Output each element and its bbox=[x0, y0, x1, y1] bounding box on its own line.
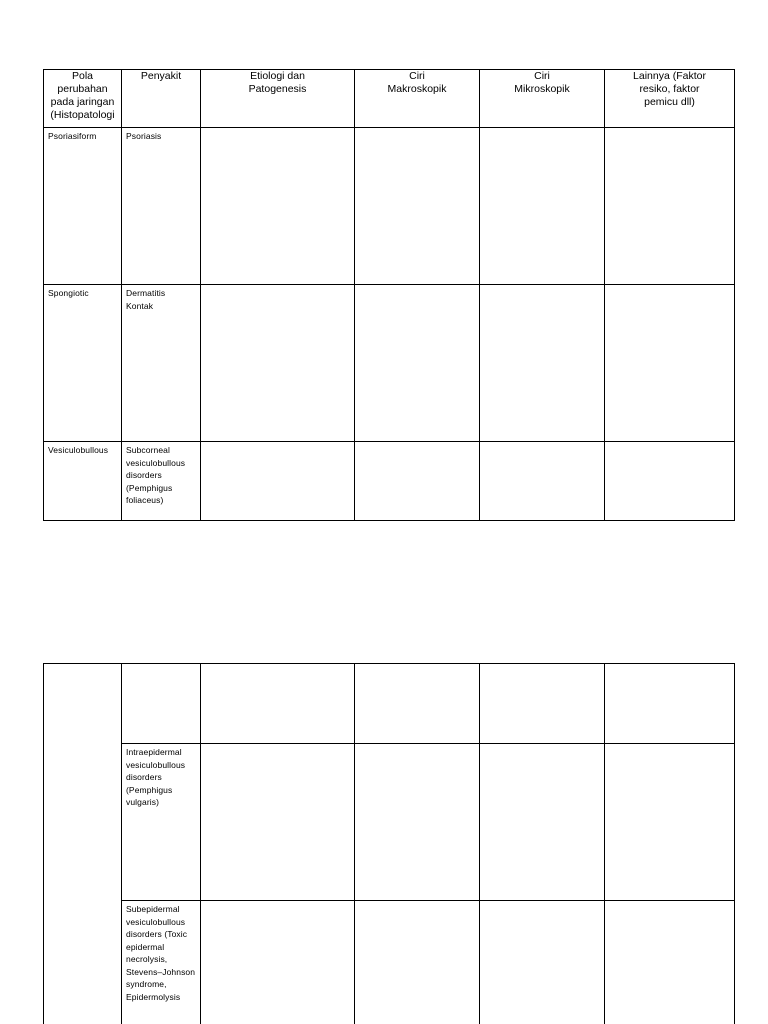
other-cell[interactable] bbox=[605, 128, 735, 285]
other-cell[interactable] bbox=[605, 744, 735, 901]
macroscopic-cell[interactable] bbox=[355, 744, 480, 901]
etiology-cell[interactable] bbox=[201, 664, 355, 744]
header-disease: Penyakit bbox=[122, 70, 201, 128]
etiology-cell[interactable] bbox=[201, 442, 355, 521]
disease-cell: Psoriasis bbox=[122, 128, 201, 285]
table-row bbox=[44, 285, 735, 442]
other-cell[interactable] bbox=[605, 442, 735, 521]
microscopic-cell[interactable] bbox=[480, 744, 605, 901]
disease-cell: Intraepidermal vesiculobullous disorders (Pemphigus vulgaris) bbox=[122, 744, 201, 901]
table-header-row bbox=[44, 70, 735, 128]
microscopic-cell[interactable] bbox=[480, 901, 605, 1024]
macroscopic-cell[interactable] bbox=[355, 664, 480, 744]
table-row bbox=[44, 664, 735, 744]
disease-cell: Dermatitis Kontak bbox=[122, 285, 201, 442]
header-etiology: Etiologi dan Patogenesis bbox=[201, 70, 355, 128]
pattern-cell: Psoriasiform bbox=[44, 128, 122, 285]
pattern-cell: Vesiculobullous bbox=[44, 442, 122, 521]
other-cell[interactable] bbox=[605, 901, 735, 1024]
macroscopic-cell[interactable] bbox=[355, 128, 480, 285]
pathology-table-1 bbox=[43, 69, 735, 521]
microscopic-cell[interactable] bbox=[480, 442, 605, 521]
microscopic-cell[interactable] bbox=[480, 285, 605, 442]
table-row bbox=[44, 128, 735, 285]
macroscopic-cell[interactable] bbox=[355, 901, 480, 1024]
other-cell[interactable] bbox=[605, 285, 735, 442]
disease-cell: Subcorneal vesiculobullous disorders (Pemphigus foliaceus) bbox=[122, 442, 201, 521]
table-row bbox=[44, 744, 735, 901]
table-row bbox=[44, 442, 735, 521]
header-microscopic: Ciri Mikroskopik bbox=[480, 70, 605, 128]
pattern-cell: Spongiotic bbox=[44, 285, 122, 442]
macroscopic-cell[interactable] bbox=[355, 442, 480, 521]
header-pattern: Pola perubahan pada jaringan (Histopatologi bbox=[44, 70, 122, 128]
header-macroscopic: Ciri Makroskopik bbox=[355, 70, 480, 128]
disease-cell bbox=[122, 664, 201, 744]
etiology-cell[interactable] bbox=[201, 744, 355, 901]
disease-cell: Subepidermal vesiculobullous disorders (Toxic epidermal necrolysis, Stevens–Johnson syndrome, Epidermolysis bbox=[122, 901, 201, 1024]
microscopic-cell[interactable] bbox=[480, 128, 605, 285]
header-other: Lainnya (Faktor resiko, faktor pemicu dll) bbox=[605, 70, 735, 128]
macroscopic-cell[interactable] bbox=[355, 285, 480, 442]
pattern-cell bbox=[44, 664, 122, 1024]
microscopic-cell[interactable] bbox=[480, 664, 605, 744]
etiology-cell[interactable] bbox=[201, 285, 355, 442]
etiology-cell[interactable] bbox=[201, 128, 355, 285]
other-cell[interactable] bbox=[605, 664, 735, 744]
table-row bbox=[44, 901, 735, 1024]
etiology-cell[interactable] bbox=[201, 901, 355, 1024]
pathology-table-2 bbox=[43, 663, 735, 1024]
